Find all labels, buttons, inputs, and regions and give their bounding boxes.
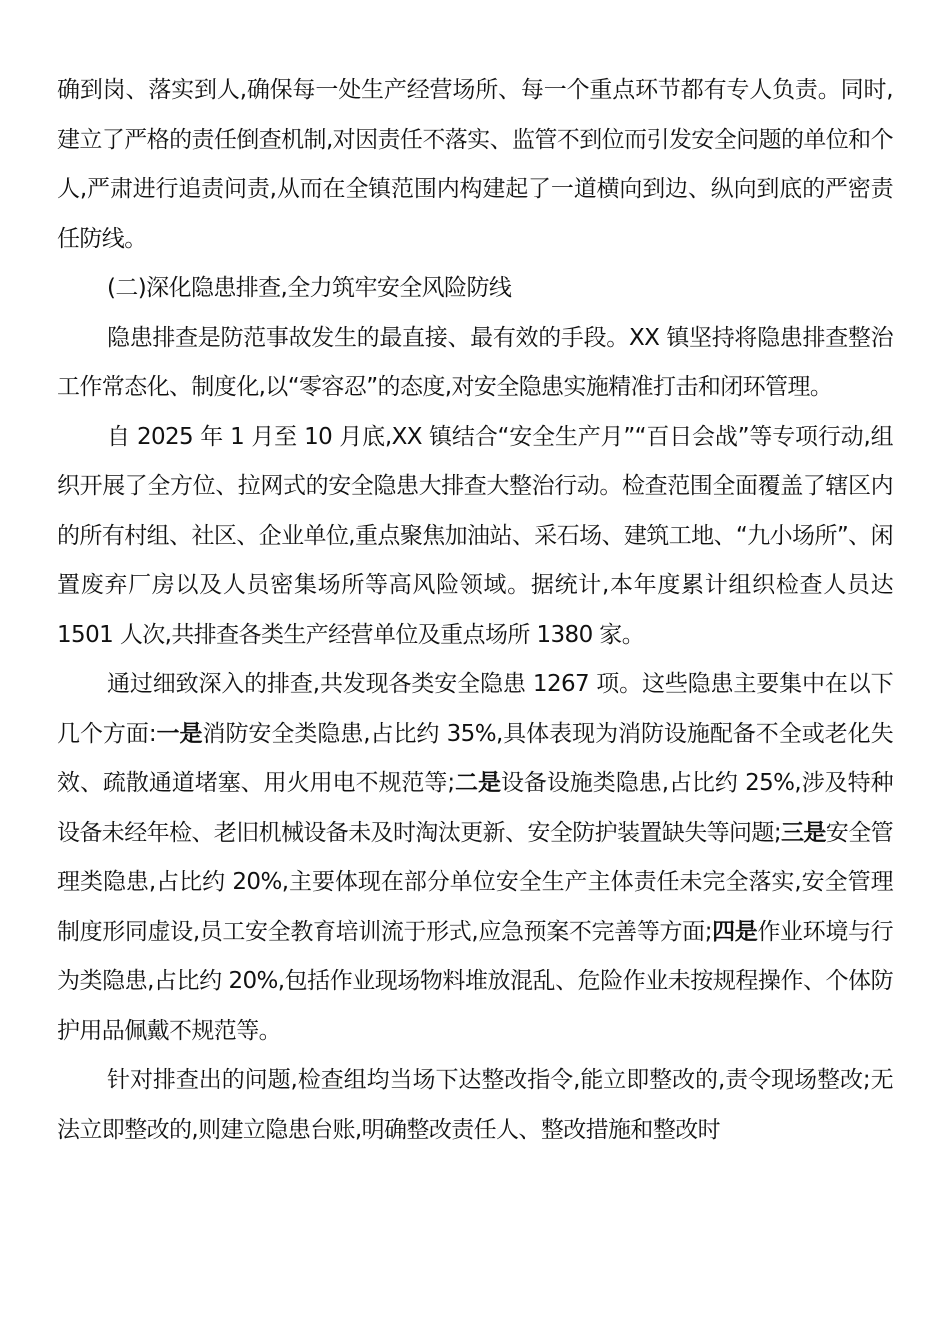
- enumeration-label-fourth: 四是: [711, 918, 758, 945]
- enumeration-label-first: 一是: [156, 720, 203, 747]
- paragraph-text: 作业环境与行为类隐患,占比约 20%,包括作业现场物料堆放混乱、危险作业未按规程操作、个体防护用品佩戴不规范等。: [57, 918, 893, 1044]
- paragraph-text: 通过细致深入的排查,共发现各类安全隐患 1267 项。这些隐患主要集中在以下几个方面:: [57, 671, 893, 747]
- paragraph-hazard-categories: [57, 660, 893, 1056]
- heading-text: (二)深化隐患排查,全力筑牢安全风险防线: [107, 275, 512, 301]
- paragraph-text: 安全管理类隐患,占比约 20%,主要体现在部分单位安全生产主体责任未完全落实,安全管理制度形同虚设,员工安全教育培训流于形式,应急预案不完善等方面;: [57, 819, 893, 945]
- paragraph-inspection-campaign: [57, 413, 893, 661]
- paragraph-text: 针对排查出的问题,检查组均当场下达整改指令,能立即整改的,责令现场整改;无法立即整改的,则建立隐患台账,明确整改责任人、整改措施和整改时: [57, 1067, 893, 1143]
- section-heading-hazard-inspection: [57, 264, 893, 314]
- paragraph-text: 隐患排查是防范事故发生的最直接、最有效的手段。XX 镇坚持将隐患排查整治工作常态化、制度化,以“零容忍”的态度,对安全隐患实施精准打击和闭环管理。: [57, 324, 893, 400]
- enumeration-label-second: 二是: [454, 770, 501, 796]
- paragraph-text: 确到岗、落实到人,确保每一处生产经营场所、每一个重点环节都有专人负责。同时,建立了严格的责任倒查机制,对因责任不落实、监管不到位而引发安全问题的单位和个人,严肃进行追责问责,从而在全镇范围内构建起了一道横向到边、纵向到底的严密责任防线。: [57, 77, 893, 252]
- document-page: [57, 66, 893, 1155]
- paragraph-text: 自 2025 年 1 月至 10 月底,XX 镇结合“安全生产月”“百日会战”等专项行动,组织开展了全方位、拉网式的安全隐患大排查大整治行动。检查范围全面覆盖了辖区内的所有村组、社区、企业单位,重点聚焦加油站、采石场、建筑工地、“九小场所”、闲置废弃厂房以及人员密集场所等高风险领域。据统计,本年度累计组织检查人员达 1501 人次,共排查各类生产经营单位及重点场所 1380 家。: [57, 423, 893, 648]
- enumeration-label-third: 三是: [780, 819, 826, 846]
- paragraph-rectification: [57, 1056, 893, 1155]
- paragraph-text: 设备设施类隐患,占比约 25%,涉及特种设备未经年检、老旧机械设备未及时淘汰更新、安全防护装置缺失等问题;: [57, 770, 893, 846]
- paragraph-hazard-inspection-intro: [57, 314, 893, 413]
- paragraph-text: 消防安全类隐患,占比约 35%,具体表现为消防设施配备不全或老化失效、疏散通道堵塞、用火用电不规范等;: [57, 720, 893, 796]
- paragraph-responsibility-defense: [57, 66, 893, 264]
